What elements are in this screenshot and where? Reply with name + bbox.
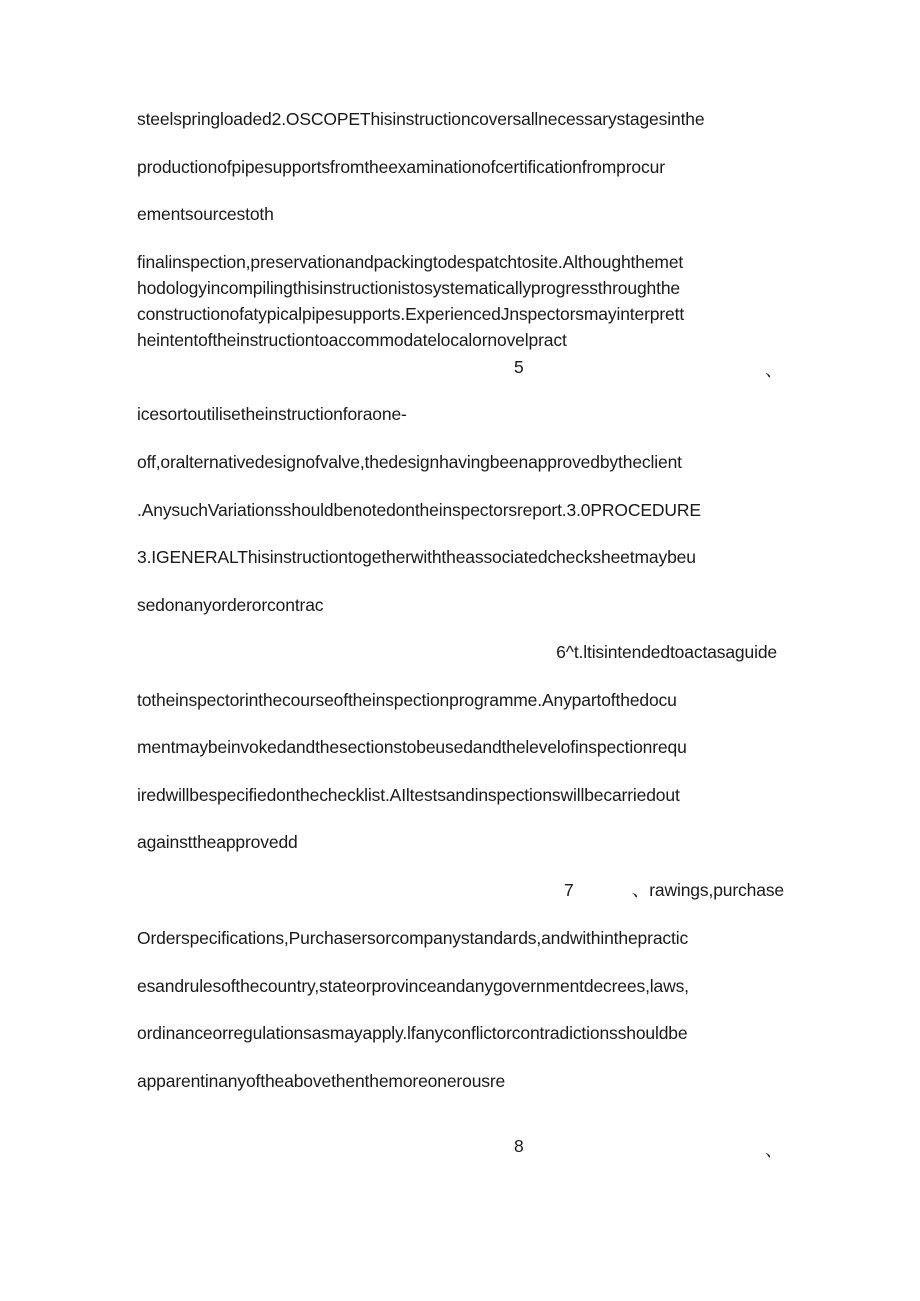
text-line: off,oralternativedesignofvalve,thedesignhavingbeenapprovedbytheclient [137, 452, 682, 472]
text-line: iredwillbespecifiedonthechecklist.AIltestsandinspectionswillbecarriedout [137, 785, 680, 805]
text-line: constructionofatypicalpipesupports.ExperiencedJnspectorsmayinterprett [137, 304, 685, 324]
text-line: 6^t.ltisintendedtoactasaguide [556, 642, 777, 662]
text-line: 、rawings,purchase [631, 880, 784, 900]
text-line: againsttheapprovedd [137, 832, 298, 852]
text-line: steelspringloaded2.OSCOPEThisinstructioncoversallnecessarystagesinthe [137, 109, 705, 129]
text-line: icesortoutilisetheinstructionforaone- [137, 404, 407, 424]
text-line: 3.IGENERALThisinstructiontogetherwiththeassociatedchecksheetmaybeu [137, 547, 696, 567]
text-line: Orderspecifications,Purchasersorcompanystandards,andwithinthepractic [137, 928, 689, 948]
text-line: ementsourcestoth [137, 204, 274, 224]
text-line: mentmaybeinvokedandthesectionstobeusedandthelevelofinspectionrequ [137, 737, 687, 757]
text-line: esandrulesofthecountry,stateorprovinceandanygovernmentdecrees,laws, [137, 976, 689, 996]
page-number: 5 [514, 357, 524, 377]
text-line: finalinspection,preservationandpackingtodespatchtosite.Althoughthemet [137, 252, 684, 272]
page-number: 7 [564, 880, 574, 900]
text-line: sedonanyorderorcontrac [137, 595, 324, 615]
text-line: productionofpipesupportsfromtheexaminationofcertificationfromprocur [137, 157, 665, 177]
text-line: .AnysuchVariationsshouldbenotedontheinspectorsreport.3.0PROCEDURE [137, 500, 701, 520]
text-line: heintentoftheinstructiontoaccommodatelocalornovelpract [137, 330, 567, 350]
tick-mark: 、 [765, 1140, 783, 1160]
text-line: ordinanceorregulationsasmayapply.lfanyconflictorcontradictionsshouldbe [137, 1023, 688, 1043]
page-number: 8 [514, 1136, 524, 1156]
text-line: totheinspectorinthecourseoftheinspectionprogramme.Anypartofthedocu [137, 690, 677, 710]
text-line: apparentinanyoftheabovethenthemoreonerousre [137, 1071, 506, 1091]
tick-mark: 、 [765, 360, 783, 380]
text-line: hodologyincompilingthisinstructionistosystematicallyprogressthroughthe [137, 278, 680, 298]
